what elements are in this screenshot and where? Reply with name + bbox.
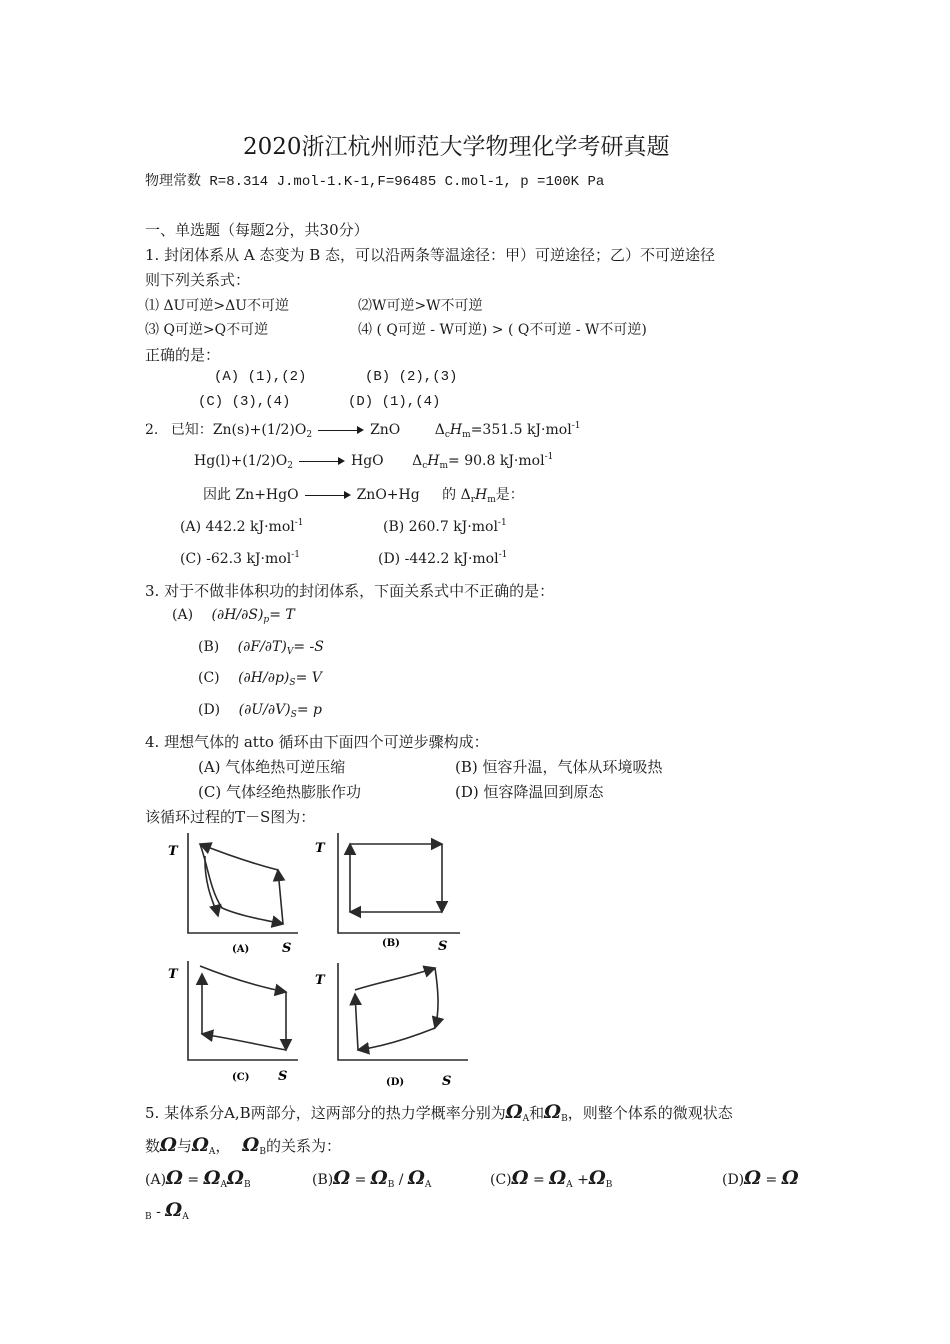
omega-a-sub: A <box>566 1180 573 1190</box>
q2-r2-sub: 2 <box>287 461 293 471</box>
omega-total: Ω <box>333 1167 351 1189</box>
omega-a-sub: A <box>424 1180 432 1190</box>
q5-option-d <box>722 1167 799 1189</box>
q3-a-sub: p <box>263 615 270 625</box>
q2-option-a-text: (A) 442.2 kJ·mol <box>180 519 295 535</box>
ts-d-axis-t: T <box>315 973 325 988</box>
q3-b-label: (B) <box>198 639 220 655</box>
q3-c-sub: S <box>289 678 296 688</box>
q2-r1-H: H <box>449 422 463 438</box>
omega-a: Ω <box>407 1167 425 1189</box>
q2-so: 因此 Zn+HgO <box>203 487 299 503</box>
ts-d-label: (D) <box>386 1077 405 1088</box>
ts-c-curve-top <box>200 966 286 992</box>
q2-option-a <box>180 518 304 535</box>
q3-a-rhs: = T <box>269 607 295 623</box>
q3-option-a <box>172 607 295 625</box>
physical-constants: 物理常数 R=8.314 J.mol-1.K-1,F=96485 C.mol-1, p =100K Pa <box>145 174 605 190</box>
q2-so-of: 的 Δ <box>442 487 471 503</box>
q1-option-c: (C) (3),(4) <box>198 394 291 410</box>
q1-line2: 则下列关系式： <box>145 271 251 289</box>
omega-a-sub: A <box>208 1147 216 1157</box>
q4-text: 4. 理想气体的 atto 循环由下面四个可逆步骤构成： <box>145 733 489 751</box>
ts-a-curve-right <box>278 870 283 924</box>
q3-d-label: (D) <box>198 702 221 718</box>
q1-relation-3: ⑶ Q可逆>Q不可逆 <box>145 322 269 338</box>
omega-b-sub: B <box>605 1180 613 1190</box>
reaction-arrow-icon <box>299 456 345 466</box>
q2-reaction-2 <box>194 452 553 471</box>
q5-c-label: (C) <box>490 1172 512 1188</box>
q1-option-d: (D) (1),(4) <box>348 394 441 410</box>
ts-a-axes <box>188 833 298 933</box>
q4-ts-prompt: 该循环过程的T－S图为： <box>145 808 316 826</box>
ts-c-axis-t: T <box>168 967 178 982</box>
q3-a-label: (A) <box>172 607 194 623</box>
omega-total: Ω <box>166 1167 183 1189</box>
q3-text: 3. 对于不做非体积功的封闭体系，下面关系式中不正确的是： <box>145 582 555 600</box>
omega-total: Ω <box>511 1167 529 1189</box>
omega-b-sub: B <box>561 1114 568 1124</box>
ts-d-edge-left <box>355 994 358 1050</box>
q2-option-b <box>383 518 507 535</box>
q5-option-d-cont <box>145 1199 189 1222</box>
q2-r1-reactants: Zn(s)+(1/2)O <box>212 422 307 438</box>
q2-option-d-sup: -1 <box>498 550 508 560</box>
ts-d-curve-bottom <box>358 1028 435 1050</box>
q2-reaction-1 <box>145 419 580 440</box>
q5-option-c <box>490 1167 612 1190</box>
section-heading: 一、单选题（每题2分，共30分） <box>145 221 369 239</box>
q4-step-c: (C) 气体经绝热膨胀作功 <box>198 783 361 801</box>
q5-a-label: (A) <box>145 1172 167 1188</box>
q1-line1: 1. 封闭体系从 A 态变为 B 态，可以沿两条等温途径：甲）可逆途径；乙）不可逆途径 <box>145 246 716 264</box>
omega-a-sub: A <box>522 1114 530 1124</box>
omega-a: Ω <box>549 1167 567 1189</box>
q2-so-product: ZnO+Hg <box>356 487 420 503</box>
ts-diagrams-figure <box>150 828 490 1098</box>
ts-a-curve-upper <box>200 844 278 870</box>
omega-a: Ω <box>191 1134 209 1156</box>
omega-total: Ω <box>744 1167 762 1189</box>
omega-a: Ω <box>165 1199 183 1221</box>
q2-r1-product: ZnO <box>370 422 401 438</box>
q2-number: 2. <box>145 422 159 438</box>
q2-r1-delta: Δ <box>434 422 445 438</box>
q5-line1-end: ，则整个体系的微观状态 <box>567 1104 733 1122</box>
omega-b-sub: B <box>387 1180 395 1190</box>
q3-b-expr: (∂F/∂T) <box>237 639 287 655</box>
q2-r2-reactants: Hg(l)+(1/2)O <box>194 453 288 469</box>
ts-d-curve-top <box>355 968 435 990</box>
q3-d-rhs: = p <box>296 702 322 718</box>
q1-option-b: (B) (2),(3) <box>365 369 458 385</box>
q2-r2-value: = 90.8 kJ·mol <box>448 453 545 469</box>
reaction-arrow-icon <box>305 490 351 500</box>
q2-option-c <box>180 550 300 567</box>
ts-c-label: (C) <box>232 1072 250 1083</box>
ts-d-curve-right <box>435 968 438 1028</box>
q3-c-rhs: = V <box>295 670 322 686</box>
q5-option-a <box>145 1167 251 1190</box>
q3-d-sub: S <box>290 710 297 720</box>
q5-option-b <box>312 1167 431 1190</box>
q3-d-expr: (∂U/∂V) <box>238 702 291 718</box>
q5-c-eq: = <box>533 1172 545 1188</box>
ts-b-axis-t: T <box>315 841 325 856</box>
omega-b-sub: B <box>145 1212 152 1222</box>
q2-r2-delta: Δ <box>412 453 423 469</box>
q5-line2-end: 的关系为： <box>265 1137 341 1155</box>
omega-a: Ω <box>505 1101 523 1123</box>
q5-comma: ， <box>215 1137 231 1155</box>
q4-step-a: (A) 气体绝热可逆压缩 <box>198 758 346 776</box>
q2-option-b-sup: -1 <box>497 518 507 528</box>
q1-relation-2: ⑵W可逆>W不可逆 <box>358 298 483 314</box>
q2-so-H: H <box>475 487 488 503</box>
omega-b-sub: B <box>259 1147 266 1157</box>
q5-line-1 <box>145 1101 733 1124</box>
q3-option-d <box>198 702 322 720</box>
page-title: 2020浙江杭州师范大学物理化学考研真题 <box>243 134 670 160</box>
q4-step-d: (D) 恒容降温回到原态 <box>455 783 604 801</box>
omega-total: Ω <box>160 1134 177 1156</box>
q3-b-rhs: = -S <box>293 639 324 655</box>
q2-r2-c: c <box>422 461 428 471</box>
q5-line-2 <box>145 1134 341 1157</box>
q2-option-b-text: (B) 260.7 kJ·mol <box>383 519 498 535</box>
ts-c-curve-bottom <box>202 1034 286 1050</box>
q2-r1-sup: -1 <box>571 421 581 431</box>
q3-c-expr: (∂H/∂p) <box>238 670 290 686</box>
omega-b: Ω <box>544 1101 562 1123</box>
q2-option-d <box>378 550 507 567</box>
q5-and: 和 <box>529 1104 545 1122</box>
q2-r1-m: m <box>462 430 471 440</box>
omega-a: Ω <box>203 1167 221 1189</box>
q3-option-c <box>198 670 322 688</box>
q2-so-r: r <box>470 495 476 505</box>
q5-b-eq: = <box>354 1172 367 1188</box>
q3-a-expr: (∂H/∂S) <box>211 607 264 623</box>
q1-correct-label: 正确的是： <box>145 346 221 364</box>
omega-b-sub: B <box>243 1180 251 1190</box>
omega-b: Ω <box>242 1134 260 1156</box>
q2-r1-c: c <box>444 430 450 440</box>
q5-line2-text: 数 <box>145 1137 161 1155</box>
q5-b-div: / <box>398 1172 404 1188</box>
q5-d-minus: - <box>156 1204 161 1220</box>
q2-r1-sub: 2 <box>306 430 313 440</box>
q2-option-c-text: (C) -62.3 kJ·mol <box>180 551 292 567</box>
ts-a-axis-t: T <box>168 844 178 859</box>
q4-step-b: (B) 恒容升温，气体从环境吸热 <box>455 758 663 776</box>
q3-b-sub: V <box>286 647 294 657</box>
ts-c-axis-s: S <box>278 1069 288 1084</box>
q2-known: 已知： <box>170 422 213 438</box>
q5-with: 与 <box>176 1137 192 1155</box>
q2-r2-m: m <box>439 461 449 471</box>
omega-b: Ω <box>370 1167 388 1189</box>
ts-a-label: (A) <box>232 944 250 955</box>
q1-relation-4: ⑷ ( Q可逆 - W可逆) > ( Q不可逆 - W不可逆) <box>358 322 647 338</box>
q2-option-d-text: (D) -442.2 kJ·mol <box>378 551 499 567</box>
q5-line1-text: 5. 某体系分A,B两部分，这两部分的热力学概率分别为 <box>145 1104 506 1122</box>
omega-b: Ω <box>588 1167 606 1189</box>
q3-option-b <box>198 639 324 657</box>
q5-d-eq: = <box>765 1172 778 1188</box>
q2-r2-product: HgO <box>350 453 384 469</box>
reaction-arrow-icon <box>318 425 364 435</box>
q5-d-label: (D) <box>722 1172 745 1188</box>
ts-diagram-a <box>188 833 298 933</box>
ts-diagram-c <box>188 961 298 1060</box>
ts-a-axis-s: S <box>282 941 292 956</box>
q2-so-end: 是： <box>495 487 524 503</box>
q2-option-c-sup: -1 <box>291 550 300 560</box>
ts-d-axis-s: S <box>442 1074 452 1089</box>
q5-b-label: (B) <box>312 1172 334 1188</box>
omega-b: Ω <box>227 1167 244 1189</box>
q2-so-m: m <box>487 495 496 505</box>
q2-therefore <box>203 484 524 505</box>
ts-a-curve-lower <box>200 844 283 924</box>
ts-b-label: (B) <box>382 938 400 949</box>
ts-diagram-d <box>338 963 468 1060</box>
q2-r2-H: H <box>427 453 440 469</box>
omega-b-first: Ω <box>781 1167 799 1189</box>
q5-c-plus: + <box>577 1172 589 1188</box>
q1-relation-1: ⑴ ΔU可逆>ΔU不可逆 <box>145 298 289 314</box>
omega-a-sub: A <box>220 1180 228 1190</box>
q2-r2-sup: -1 <box>544 452 554 462</box>
q2-option-a-sup: -1 <box>294 518 304 528</box>
ts-b-axis-s: S <box>438 939 448 954</box>
q5-a-eq: = <box>187 1172 200 1188</box>
omega-a-sub: A <box>182 1212 189 1222</box>
q1-option-a: (A) (1),(2) <box>214 369 307 385</box>
q3-c-label: (C) <box>198 670 220 686</box>
ts-diagram-b <box>338 833 460 933</box>
q2-r1-value: =351.5 kJ·mol <box>470 422 572 438</box>
ts-c-axes <box>188 961 298 1060</box>
